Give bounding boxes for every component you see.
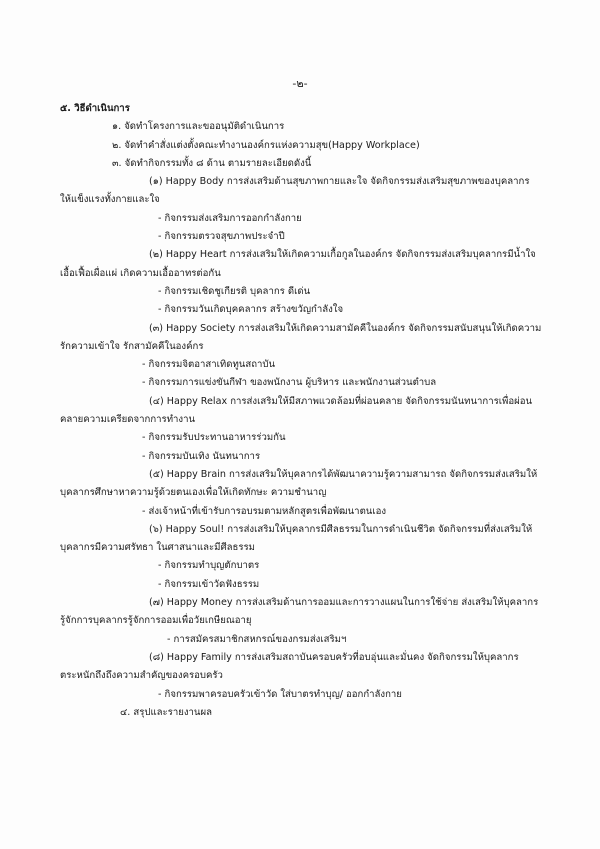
happy-money-title: (๗) Happy Money การส่งเสริมด้านการออมและการวางแผนในการใช้จ่าย ส่งเสริมให้บุคลากร: [149, 597, 539, 609]
happy-society-continuation: รักความเข้าใจ รักสามัคคีในองค์กร: [60, 340, 204, 352]
page-number: -๒-: [292, 77, 308, 90]
step-2: ๒. จัดทำคำสั่งแต่งตั้งคณะทำงานองค์กรแห่งความสุข(Happy Workplace): [112, 139, 420, 151]
step-1: ๑. จัดทำโครงการและขออนุมัติดำเนินการ: [112, 121, 285, 133]
section-heading: ๕. วิธีดำเนินการ: [60, 103, 130, 114]
happy-relax-title: (๔) Happy Relax การส่งเสริมให้มีสภาพแวดล้อมที่ผ่อนคลาย จัดกิจกรรมนันทนาการเพื่อผ่อน: [149, 395, 533, 407]
happy-body-item: - กิจกรรมตรวจสุขภาพประจำปี: [158, 231, 285, 243]
happy-society-item: - กิจกรรมจิตอาสาเทิดทูนสถาบัน: [142, 359, 276, 371]
happy-heart-item: - กิจกรรมวันเกิดบุคคลากร สร้างขวัญกำลังใจ: [158, 304, 344, 316]
happy-society-title: (๓) Happy Society การส่งเสริมให้เกิดความสามัคคีในองค์กร จัดกิจกรรมสนับสนุนให้เกิดความ: [149, 322, 542, 334]
happy-society-item: - กิจกรรมการแข่งขันกีฬา ของพนักงาน ผู้บริหาร และพนักงานส่วนตำบล: [142, 377, 437, 389]
happy-soul-title: (๖) Happy Soul! การส่งเสริมให้บุคลากรมีศีลธรรมในการดำเนินชีวิต จัดกิจกรรมที่ส่งเสริมให้: [149, 523, 533, 535]
happy-relax-continuation: คลายความเครียดจากการทำงาน: [60, 414, 196, 426]
happy-body-item: - กิจกรรมส่งเสริมการออกกำลังกาย: [158, 212, 302, 224]
happy-soul-continuation: บุคลากรมีความศรัทธา ในศาสนาและมีศีลธรรม: [60, 542, 255, 554]
happy-relax-item: - กิจกรรมรับประทานอาหารร่วมกัน: [142, 432, 286, 444]
happy-family-item: - กิจกรรมพาครอบครัวเข้าวัด ใส่บาตรทำบุญ/ ออกกำลังกาย: [158, 688, 402, 700]
happy-heart-item: - กิจกรรมเชิดชูเกียรติ บุคลากร ดีเด่น: [158, 285, 311, 297]
happy-brain-title: (๕) Happy Brain การส่งเสริมให้บุคลากรได้พัฒนาความรู้ความสามารถ จัดกิจกรรมส่งเสริมให้: [149, 468, 538, 480]
happy-brain-continuation: บุคลากรศึกษาหาความรู้ด้วยตนเองเพื่อให้เกิดทักษะ ความชำนาญ: [60, 487, 327, 499]
happy-heart-title: (๒) Happy Heart การส่งเสริมให้เกิดความเกื้อกูลในองค์กร จัดกิจกรรมส่งเสริมบุคลากรมีน้ำใจ: [149, 249, 536, 261]
happy-soul-item: - กิจกรรมเข้าวัดฟังธรรม: [158, 578, 260, 590]
happy-money-continuation: รู้จักการบุคลากรรู้จักการออมเพื่อวัยเกษียณอายุ: [60, 615, 252, 627]
happy-body-title: (๑) Happy Body การส่งเสริมด้านสุขภาพกายและใจ จัดกิจกรรมส่งเสริมสุขภาพของบุคลากร: [149, 176, 530, 188]
happy-soul-item: - กิจกรรมทำบุญตักบาตร: [158, 560, 260, 572]
happy-relax-item: - กิจกรรมบันเทิง นันทนาการ: [142, 450, 261, 462]
step-3: ๓. จัดทำกิจกรรมทั้ง ๘ ด้าน ตามรายละเอียดดังนี้: [112, 157, 312, 169]
happy-body-continuation: ให้แข็งแรงทั้งกายและใจ: [60, 194, 160, 206]
happy-family-title: (๘) Happy Family การส่งเสริมสถาบันครอบครัวที่อบอุ่นและมั่นคง จัดกิจกรรมให้บุคลากร: [149, 651, 519, 663]
happy-family-continuation: ตระหนักถึงถึงความสำคัญของครอบครัว: [60, 670, 223, 682]
happy-heart-continuation: เอื้อเฟื้อเผื่อแผ่ เกิดความเอื้ออาทรต่อกัน: [60, 267, 221, 279]
step-4: ๔. สรุปและรายงานผล: [120, 706, 212, 718]
happy-brain-item: - ส่งเจ้าหน้าที่เข้ารับการอบรมตามหลักสูตรเพื่อพัฒนาตนเอง: [142, 505, 387, 517]
document-body: [60, 100, 565, 722]
happy-money-item: - การสมัครสมาชิกสหกรณ์ของกรมส่งเสริมฯ: [167, 633, 347, 645]
